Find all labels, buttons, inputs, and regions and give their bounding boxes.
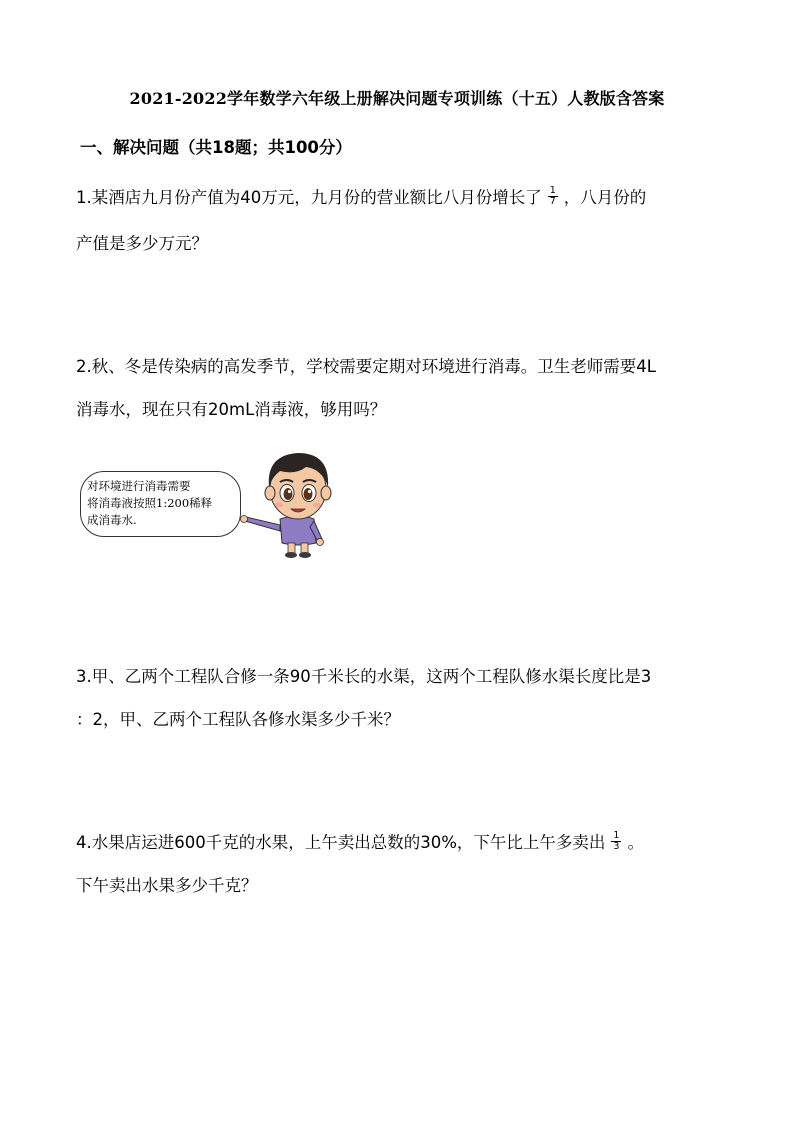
question-3-line-2: ：2，甲、乙两个工程队各修水渠多少千米？ [76, 710, 400, 729]
speech-bubble-line-1: 对环境进行消毒需要 [87, 479, 191, 493]
fraction-numerator: 1 [549, 185, 556, 196]
question-2-line-1: 2.秋、冬是传染病的高发季节，学校需要定期对环境进行消毒。卫生老师需要4L [76, 357, 656, 376]
question-1-fraction [548, 186, 558, 207]
question-1-text-b: ，八月份的 [563, 188, 647, 207]
question-3-line-1: 3.甲、乙两个工程队合修一条90千米长的水渠，这两个工程队修水渠长度比是3 [76, 667, 652, 686]
speech-bubble-line-3: 成消毒水. [87, 513, 137, 527]
question-4-line-1 [76, 829, 644, 854]
question-4-line-2: 下午卖出水果多少千克？ [76, 876, 258, 895]
fraction-numerator: 1 [613, 830, 620, 841]
speech-bubble-line-2: 将消毒液按照1:200稀释 [87, 496, 213, 510]
page-title: 2021-2022学年数学六年级上册解决问题专项训练（十五）人教版含答案 [129, 89, 665, 108]
question-2-line-2: 消毒水，现在只有20mL消毒液，够用吗？ [76, 400, 387, 419]
fraction-denominator: 3 [613, 841, 620, 852]
question-1-line-1 [76, 184, 646, 209]
question-4-text-b: 。 [627, 833, 644, 852]
question-1-text-a: 1.某酒店九月份产值为40万元，九月份的营业额比八月份增长了 [76, 188, 542, 207]
section-heading: 一、解决问题（共18题；共100分） [80, 138, 352, 157]
question-1-line-2: 产值是多少万元？ [76, 234, 208, 253]
question-4-text-a: 4.水果店运进600千克的水果，上午卖出总数的30%，下午比上午多卖出 [76, 833, 606, 852]
question-4-fraction [611, 831, 621, 852]
fraction-denominator: 7 [549, 196, 556, 207]
cartoon-boy-illustration [236, 447, 346, 559]
speech-bubble-text [87, 478, 212, 529]
